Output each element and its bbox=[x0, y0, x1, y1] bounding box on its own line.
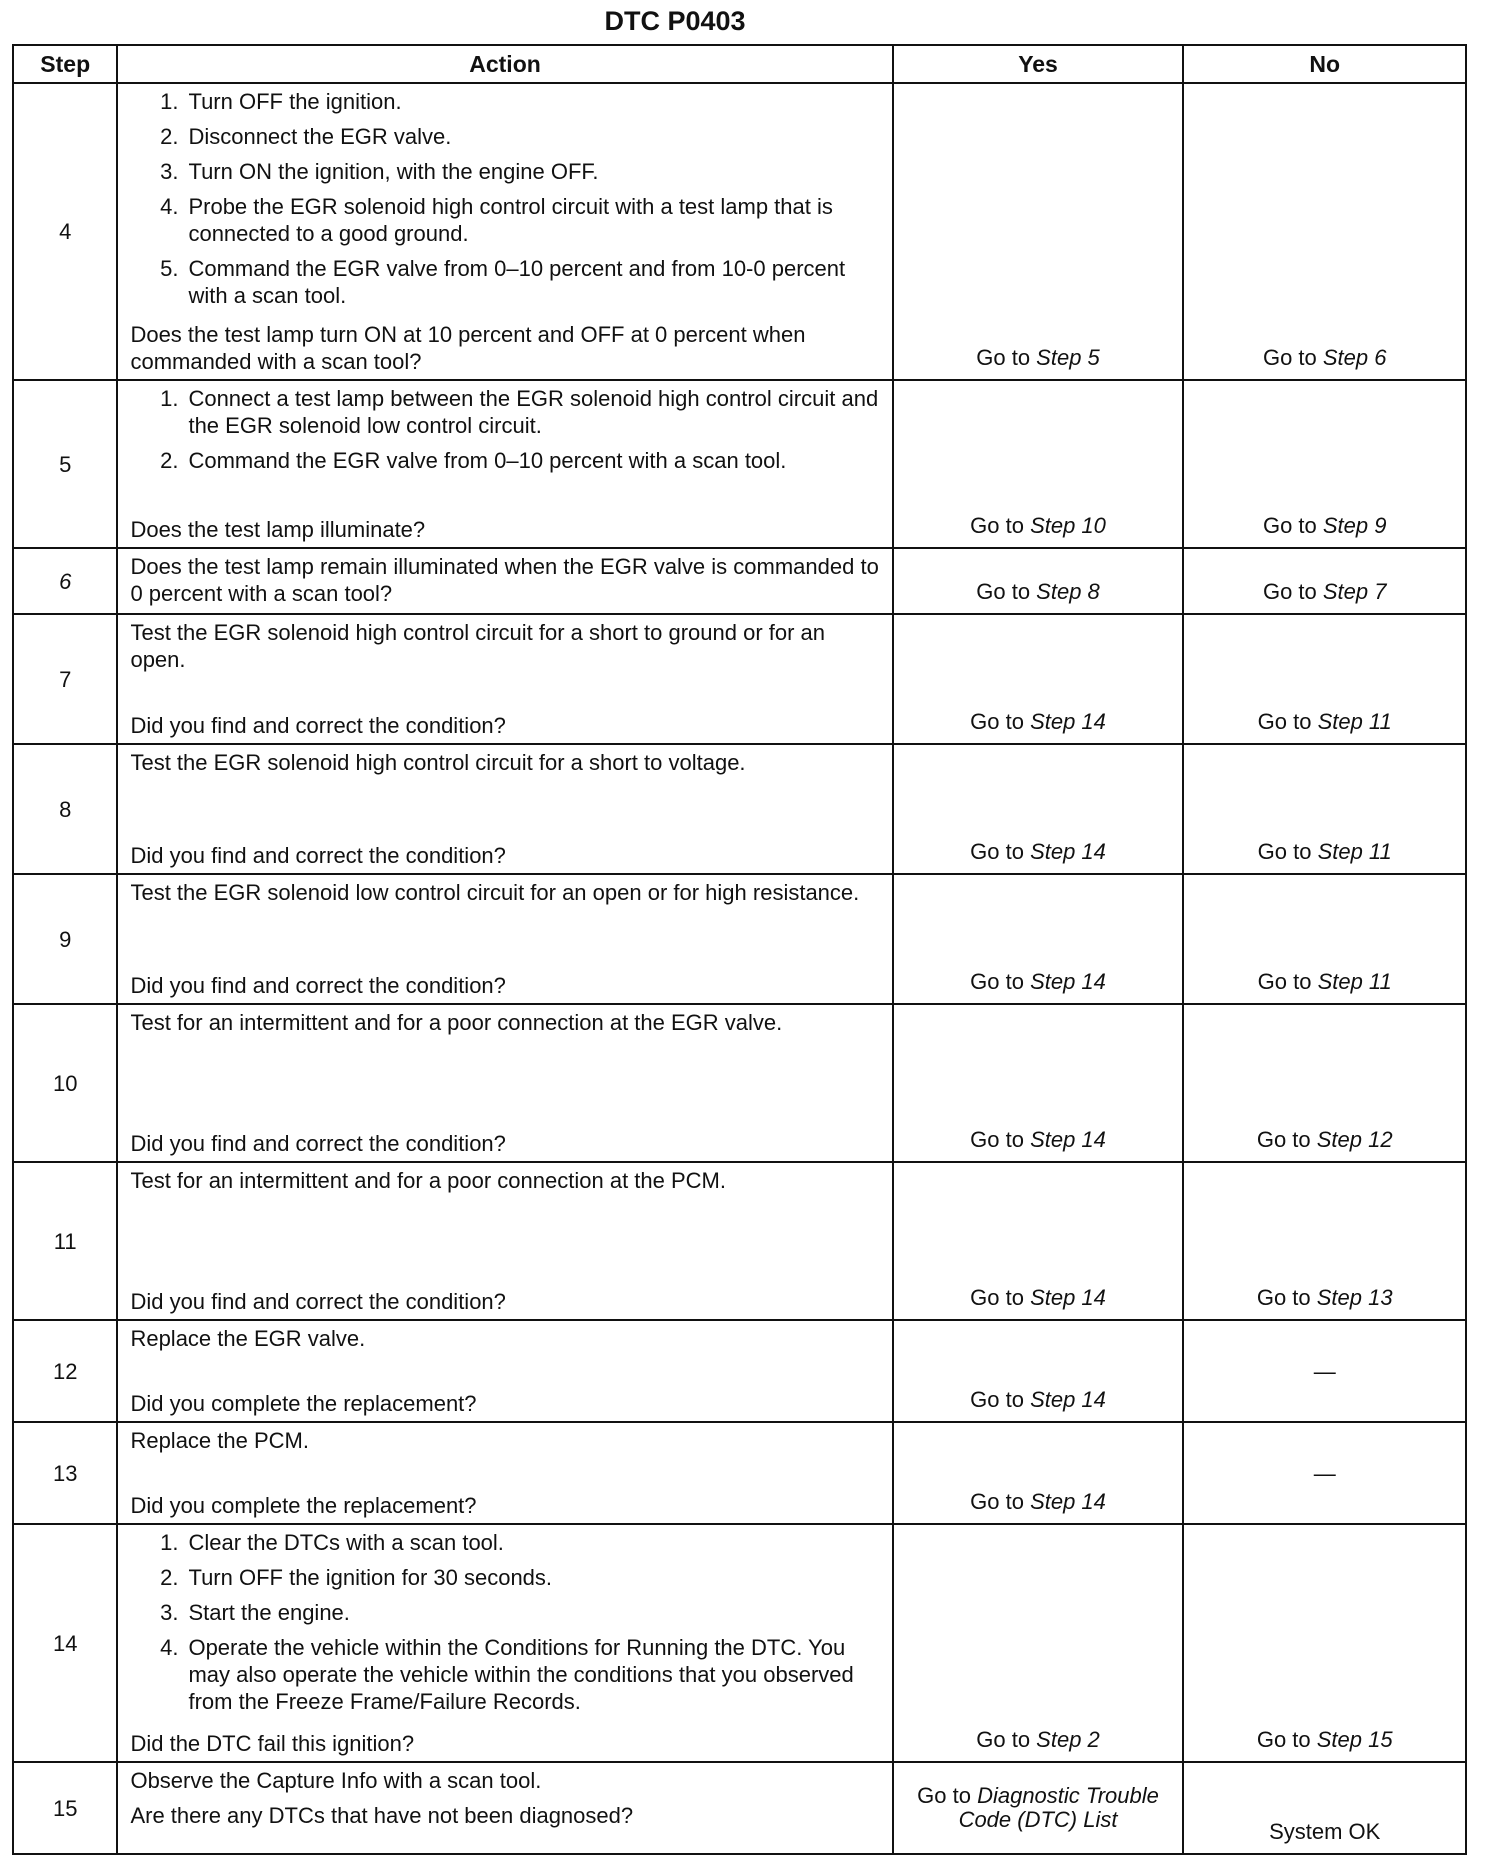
action-cell bbox=[117, 614, 892, 744]
action-question: Did you find and correct the condition? bbox=[130, 713, 506, 738]
step-number: 8 bbox=[13, 744, 117, 874]
table-row bbox=[13, 1422, 1466, 1524]
step-number: 15 bbox=[13, 1762, 117, 1854]
no-cell bbox=[1183, 83, 1466, 380]
yes-step-link[interactable]: Step 10 bbox=[1030, 513, 1106, 538]
list-item: 2. Disconnect the EGR valve. bbox=[160, 124, 452, 149]
step-number: 10 bbox=[13, 1004, 117, 1162]
action-text: Observe the Capture Info with a scan tool. bbox=[130, 1768, 542, 1793]
step-number: 9 bbox=[13, 874, 117, 1004]
no-cell bbox=[1183, 744, 1466, 874]
yes-step-link[interactable]: Step 14 bbox=[1030, 839, 1106, 864]
table-row bbox=[13, 548, 1466, 614]
action-text: Test for an intermittent and for a poor connection at the PCM. bbox=[130, 1168, 726, 1193]
page-title: DTC P0403 bbox=[604, 6, 746, 36]
yes-cell bbox=[893, 1524, 1184, 1762]
action-question: Does the test lamp turn ON at 10 percent and OFF at 0 percent when commanded with a scan tool? bbox=[130, 322, 806, 374]
action-cell bbox=[117, 1422, 892, 1524]
yes-cell bbox=[893, 83, 1184, 380]
step-number: 13 bbox=[13, 1422, 117, 1524]
yes-cell bbox=[893, 1762, 1184, 1854]
no-prefix: Go to bbox=[1262, 579, 1323, 604]
no-step-link[interactable]: Step 7 bbox=[1322, 579, 1387, 604]
action-question: Did you complete the replacement? bbox=[130, 1391, 477, 1416]
no-cell bbox=[1183, 1004, 1466, 1162]
table-row bbox=[13, 1004, 1466, 1162]
action-list bbox=[130, 1529, 881, 1723]
no-cell bbox=[1183, 874, 1466, 1004]
yes-prefix: Go to bbox=[970, 839, 1031, 864]
no-prefix: Go to bbox=[1256, 1727, 1317, 1752]
no-prefix: Go to bbox=[1257, 969, 1318, 994]
action-cell bbox=[117, 744, 892, 874]
yes-prefix: Go to bbox=[970, 513, 1031, 538]
list-item: 2. Command the EGR valve from 0–10 percent with a scan tool. bbox=[160, 448, 787, 473]
action-question: Does the test lamp remain illuminated when the EGR valve is commanded to 0 percent with a scan tool? bbox=[130, 554, 879, 606]
table-row bbox=[13, 744, 1466, 874]
step-number: 14 bbox=[13, 1524, 117, 1762]
no-prefix: Go to bbox=[1256, 1127, 1317, 1152]
header-yes: Yes bbox=[893, 45, 1184, 83]
action-text: Test the EGR solenoid low control circuit for an open or for high resistance. bbox=[130, 880, 860, 905]
action-cell bbox=[117, 380, 892, 548]
yes-prefix: Go to bbox=[970, 709, 1031, 734]
action-text: Test for an intermittent and for a poor connection at the EGR valve. bbox=[130, 1010, 783, 1035]
no-step-link[interactable]: Step 15 bbox=[1316, 1727, 1393, 1752]
action-text: Replace the EGR valve. bbox=[130, 1326, 366, 1351]
yes-step-link[interactable]: Step 14 bbox=[1030, 709, 1106, 734]
no-step-link[interactable]: Step 11 bbox=[1317, 839, 1392, 864]
header-step: Step bbox=[13, 45, 117, 83]
no-prefix: Go to bbox=[1256, 1285, 1317, 1310]
table-row bbox=[13, 1762, 1466, 1854]
yes-prefix: Go to bbox=[976, 345, 1037, 370]
table-row bbox=[13, 1320, 1466, 1422]
action-list bbox=[130, 385, 881, 482]
table-row bbox=[13, 614, 1466, 744]
no-cell bbox=[1183, 1524, 1466, 1762]
table-row bbox=[13, 83, 1466, 380]
yes-prefix: Go to bbox=[970, 1127, 1031, 1152]
action-cell bbox=[117, 874, 892, 1004]
list-item: 1. Connect a test lamp between the EGR solenoid high control circuit and the EGR solenoid low control circuit. bbox=[160, 386, 879, 438]
no-prefix: Go to bbox=[1262, 513, 1323, 538]
action-question: Does the test lamp illuminate? bbox=[130, 517, 426, 542]
yes-cell bbox=[893, 614, 1184, 744]
list-item: 2. Turn OFF the ignition for 30 seconds. bbox=[160, 1565, 553, 1590]
step-number: 4 bbox=[13, 83, 117, 380]
action-question: Are there any DTCs that have not been diagnosed? bbox=[130, 1803, 634, 1828]
list-item: 4. Probe the EGR solenoid high control circuit with a test lamp that is connected to a good ground. bbox=[160, 194, 833, 246]
action-question: Did the DTC fail this ignition? bbox=[130, 1731, 415, 1756]
no-cell bbox=[1183, 614, 1466, 744]
no-cell: — bbox=[1183, 1320, 1466, 1422]
list-item: 3. Start the engine. bbox=[160, 1600, 350, 1625]
action-cell bbox=[117, 1162, 892, 1320]
list-item: 5. Command the EGR valve from 0–10 percent and from 10-0 percent with a scan tool. bbox=[160, 256, 846, 308]
yes-step-link[interactable]: Step 14 bbox=[1030, 969, 1106, 994]
header-action: Action bbox=[117, 45, 892, 83]
yes-step-link[interactable]: Step 5 bbox=[1036, 345, 1100, 370]
table-row bbox=[13, 380, 1466, 548]
yes-cell bbox=[893, 1422, 1184, 1524]
header-no: No bbox=[1183, 45, 1466, 83]
no-step-link[interactable]: Step 13 bbox=[1316, 1285, 1393, 1310]
step-number: 5 bbox=[13, 380, 117, 548]
step-number: 6 bbox=[13, 548, 117, 614]
action-cell bbox=[117, 1524, 892, 1762]
no-prefix: Go to bbox=[1262, 345, 1323, 370]
no-step-link[interactable]: Step 11 bbox=[1317, 969, 1392, 994]
action-cell bbox=[117, 1320, 892, 1422]
action-text: Replace the PCM. bbox=[130, 1428, 309, 1453]
header-row bbox=[13, 45, 1466, 83]
list-item: 3. Turn ON the ignition, with the engine OFF. bbox=[160, 159, 599, 184]
yes-cell bbox=[893, 874, 1184, 1004]
yes-cell bbox=[893, 1320, 1184, 1422]
yes-dtc-list-link[interactable]: Diagnostic Trouble Code (DTC) List bbox=[958, 1783, 1159, 1832]
action-question: Did you find and correct the condition? bbox=[130, 843, 506, 868]
yes-prefix: Go to bbox=[976, 579, 1037, 604]
yes-step-link[interactable]: Step 14 bbox=[1030, 1387, 1106, 1412]
table-row bbox=[13, 1162, 1466, 1320]
yes-step-link[interactable]: Step 8 bbox=[1036, 579, 1100, 604]
yes-prefix: Go to bbox=[917, 1783, 978, 1808]
diagnostic-table bbox=[12, 44, 1467, 1855]
action-question: Did you complete the replacement? bbox=[130, 1493, 477, 1518]
action-question: Did you find and correct the condition? bbox=[130, 1131, 506, 1156]
step-number: 7 bbox=[13, 614, 117, 744]
action-cell bbox=[117, 1762, 892, 1854]
action-question: Did you find and correct the condition? bbox=[130, 1289, 506, 1314]
no-step-link[interactable]: Step 6 bbox=[1322, 345, 1387, 370]
yes-step-link[interactable]: Step 14 bbox=[1030, 1127, 1106, 1152]
no-prefix: Go to bbox=[1257, 839, 1318, 864]
no-step-link[interactable]: Step 12 bbox=[1316, 1127, 1393, 1152]
yes-cell bbox=[893, 744, 1184, 874]
no-step-link[interactable]: Step 9 bbox=[1322, 513, 1387, 538]
list-item: 1. Clear the DTCs with a scan tool. bbox=[160, 1530, 504, 1555]
yes-cell bbox=[893, 1004, 1184, 1162]
action-cell bbox=[117, 1004, 892, 1162]
no-cell bbox=[1183, 380, 1466, 548]
yes-prefix: Go to bbox=[976, 1727, 1037, 1752]
action-question: Did you find and correct the condition? bbox=[130, 973, 506, 998]
step-number: 12 bbox=[13, 1320, 117, 1422]
action-text: Test the EGR solenoid high control circuit for a short to voltage. bbox=[130, 750, 746, 775]
no-step-link[interactable]: Step 11 bbox=[1317, 709, 1392, 734]
yes-step-link[interactable]: Step 14 bbox=[1030, 1489, 1106, 1514]
table-row bbox=[13, 1524, 1466, 1762]
no-prefix: Go to bbox=[1257, 709, 1318, 734]
action-text: Test the EGR solenoid high control circuit for a short to ground or for an open. bbox=[130, 620, 826, 672]
step-number: 11 bbox=[13, 1162, 117, 1320]
yes-step-link[interactable]: Step 2 bbox=[1036, 1727, 1100, 1752]
action-list bbox=[130, 88, 881, 317]
yes-step-link[interactable]: Step 14 bbox=[1030, 1285, 1106, 1310]
action-cell bbox=[117, 83, 892, 380]
yes-prefix: Go to bbox=[970, 1387, 1031, 1412]
yes-prefix: Go to bbox=[970, 969, 1031, 994]
yes-cell bbox=[893, 1162, 1184, 1320]
yes-cell bbox=[893, 548, 1184, 614]
no-cell: System OK bbox=[1183, 1762, 1466, 1854]
no-cell bbox=[1183, 548, 1466, 614]
yes-prefix: Go to bbox=[970, 1285, 1031, 1310]
table-row bbox=[13, 874, 1466, 1004]
yes-cell bbox=[893, 380, 1184, 548]
no-cell: — bbox=[1183, 1422, 1466, 1524]
yes-prefix: Go to bbox=[970, 1489, 1031, 1514]
list-item: 1. Turn OFF the ignition. bbox=[160, 89, 402, 114]
list-item: 4. Operate the vehicle within the Conditions for Running the DTC. You may also operate the vehicle within the conditions that you observed from the Freeze Frame/Failure Records. bbox=[160, 1635, 854, 1714]
no-cell bbox=[1183, 1162, 1466, 1320]
action-cell bbox=[117, 548, 892, 614]
